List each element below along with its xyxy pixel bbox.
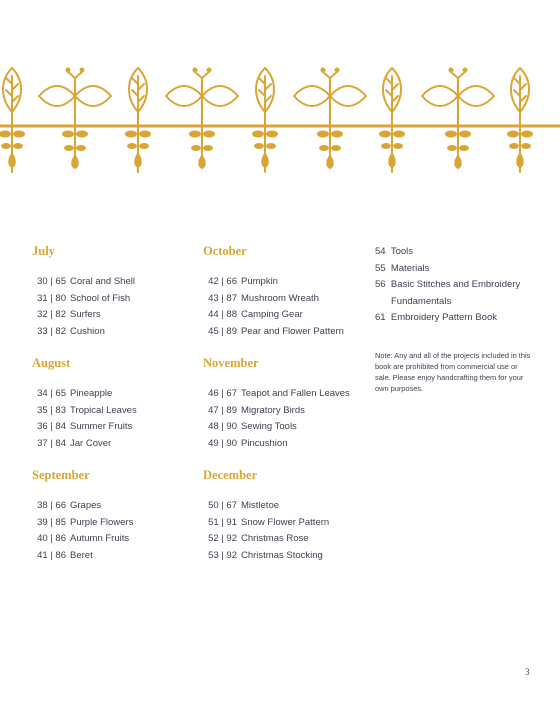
- project-title: Pear and Flower Pattern: [241, 325, 344, 337]
- decorative-floral-border: [0, 60, 560, 180]
- page-numbers: 52 | 92: [208, 533, 237, 544]
- contents-entry: [375, 294, 535, 311]
- page-numbers: 51 | 91: [208, 516, 237, 528]
- project-title: Autumn Fruits: [70, 533, 130, 544]
- contents-entry: [203, 291, 368, 308]
- page-numbers: 40 | 86: [37, 533, 66, 544]
- contents-entry: [32, 548, 192, 565]
- month-heading: October: [203, 244, 247, 258]
- project-title: Migratory Birds: [241, 404, 305, 416]
- project-title: Cushion: [70, 325, 105, 337]
- contents-entry: [203, 436, 368, 453]
- page-numbers: 42 | 66: [208, 276, 237, 287]
- project-title: Summer Fruits: [70, 421, 133, 432]
- contents-entry: [32, 307, 192, 324]
- project-title: Teapot and Fallen Leaves: [241, 388, 350, 399]
- month-section: [203, 356, 368, 468]
- page-numbers: 53 | 92: [208, 549, 237, 561]
- page-number-ref: 54: [375, 246, 386, 257]
- project-title: School of Fish: [70, 292, 131, 304]
- page-numbers: 46 | 67: [208, 388, 237, 399]
- project-title: Pincushion: [241, 437, 288, 449]
- section-title: Embroidery Pattern Book: [390, 312, 497, 323]
- project-title: Christmas Rose: [241, 533, 309, 544]
- month-heading: August: [32, 356, 71, 370]
- page-numbers: 39 | 85: [37, 516, 66, 528]
- contents-entry: [203, 274, 368, 291]
- month-section: [203, 244, 368, 356]
- contents-entry: [32, 403, 192, 420]
- page-number-ref: 56: [375, 279, 386, 290]
- page-numbers: 49 | 90: [208, 437, 237, 449]
- contents-entry: [203, 419, 368, 436]
- contents-entry: [32, 419, 192, 436]
- project-title: Tropical Leaves: [70, 404, 137, 416]
- section-title: Materials: [390, 262, 430, 274]
- page-numbers: 43 | 87: [208, 292, 237, 304]
- contents-entry: [375, 277, 535, 294]
- project-title: Mistletoe: [241, 500, 280, 511]
- project-title: Jar Cover: [70, 437, 112, 449]
- month-heading: November: [203, 356, 259, 370]
- project-title: Beret: [70, 549, 93, 561]
- page-number-ref: 61: [375, 312, 386, 323]
- contents-entry: [203, 531, 368, 548]
- contents-entry: [203, 403, 368, 420]
- section-title: Fundamentals: [391, 295, 452, 307]
- page-numbers: 45 | 89: [208, 325, 237, 337]
- page-numbers: 38 | 66: [37, 500, 66, 511]
- project-title: Surfers: [70, 309, 101, 320]
- page-numbers: 37 | 84: [37, 437, 66, 449]
- page-numbers: 34 | 65: [37, 388, 66, 399]
- contents-entry: [203, 548, 368, 565]
- page-numbers: 33 | 82: [37, 325, 66, 337]
- contents-entry: [203, 386, 368, 403]
- month-section: [32, 356, 192, 468]
- page-numbers: 32 | 82: [37, 309, 66, 320]
- month-heading: September: [32, 468, 90, 482]
- page-numbers: 48 | 90: [208, 421, 237, 432]
- contents-entry: [32, 291, 192, 308]
- month-heading: July: [32, 244, 55, 258]
- contents-entry: [32, 498, 192, 515]
- contents-entry: [32, 324, 192, 341]
- page-numbers: 35 | 83: [37, 404, 66, 416]
- section-title: Tools: [390, 246, 414, 257]
- page-numbers: 36 | 84: [37, 421, 66, 432]
- project-title: Pineapple: [70, 388, 113, 399]
- project-title: Purple Flowers: [70, 516, 134, 528]
- page-numbers: 31 | 80: [37, 292, 66, 304]
- project-title: Snow Flower Pattern: [241, 516, 330, 528]
- page-numbers: 47 | 89: [208, 404, 237, 416]
- contents-entry: [32, 386, 192, 403]
- contents-entry: [32, 274, 192, 291]
- contents-entry: [375, 244, 535, 261]
- project-title: Camping Gear: [241, 309, 303, 320]
- month-section: [32, 468, 192, 580]
- contents-entry: [32, 515, 192, 532]
- project-title: Grapes: [70, 500, 102, 511]
- page-numbers: 44 | 88: [208, 309, 237, 320]
- section-title: Basic Stitches and Embroidery: [390, 279, 521, 290]
- project-title: Pumpkin: [241, 276, 278, 287]
- month-section: [203, 468, 368, 580]
- contents-entry: [375, 261, 535, 278]
- project-title: Mushroom Wreath: [241, 292, 319, 304]
- contents-entry: [32, 436, 192, 453]
- contents-entry: [203, 498, 368, 515]
- column-extras: [375, 244, 535, 394]
- page-number: 3: [525, 667, 530, 677]
- column-fall-winter: [203, 244, 368, 580]
- contents-entry: [203, 515, 368, 532]
- contents-entry: [32, 531, 192, 548]
- month-section: [32, 244, 192, 356]
- project-title: Sewing Tools: [241, 421, 297, 432]
- column-summer-fall: [32, 244, 192, 580]
- month-heading: December: [203, 468, 258, 482]
- project-title: Coral and Shell: [70, 276, 135, 287]
- contents-entry: [375, 310, 535, 327]
- project-title: Christmas Stocking: [241, 549, 323, 561]
- page-numbers: 50 | 67: [208, 500, 237, 511]
- page-number-ref: 55: [375, 262, 386, 274]
- contents-entry: [203, 324, 368, 341]
- copyright-note: Note: Any and all of the projects included in this book are prohibited from commercial use or sale. Please enjoy handcrafting them for your own purposes.: [375, 350, 531, 393]
- page-numbers: 41 | 86: [37, 549, 66, 561]
- contents-entry: [203, 307, 368, 324]
- page-numbers: 30 | 65: [37, 276, 66, 287]
